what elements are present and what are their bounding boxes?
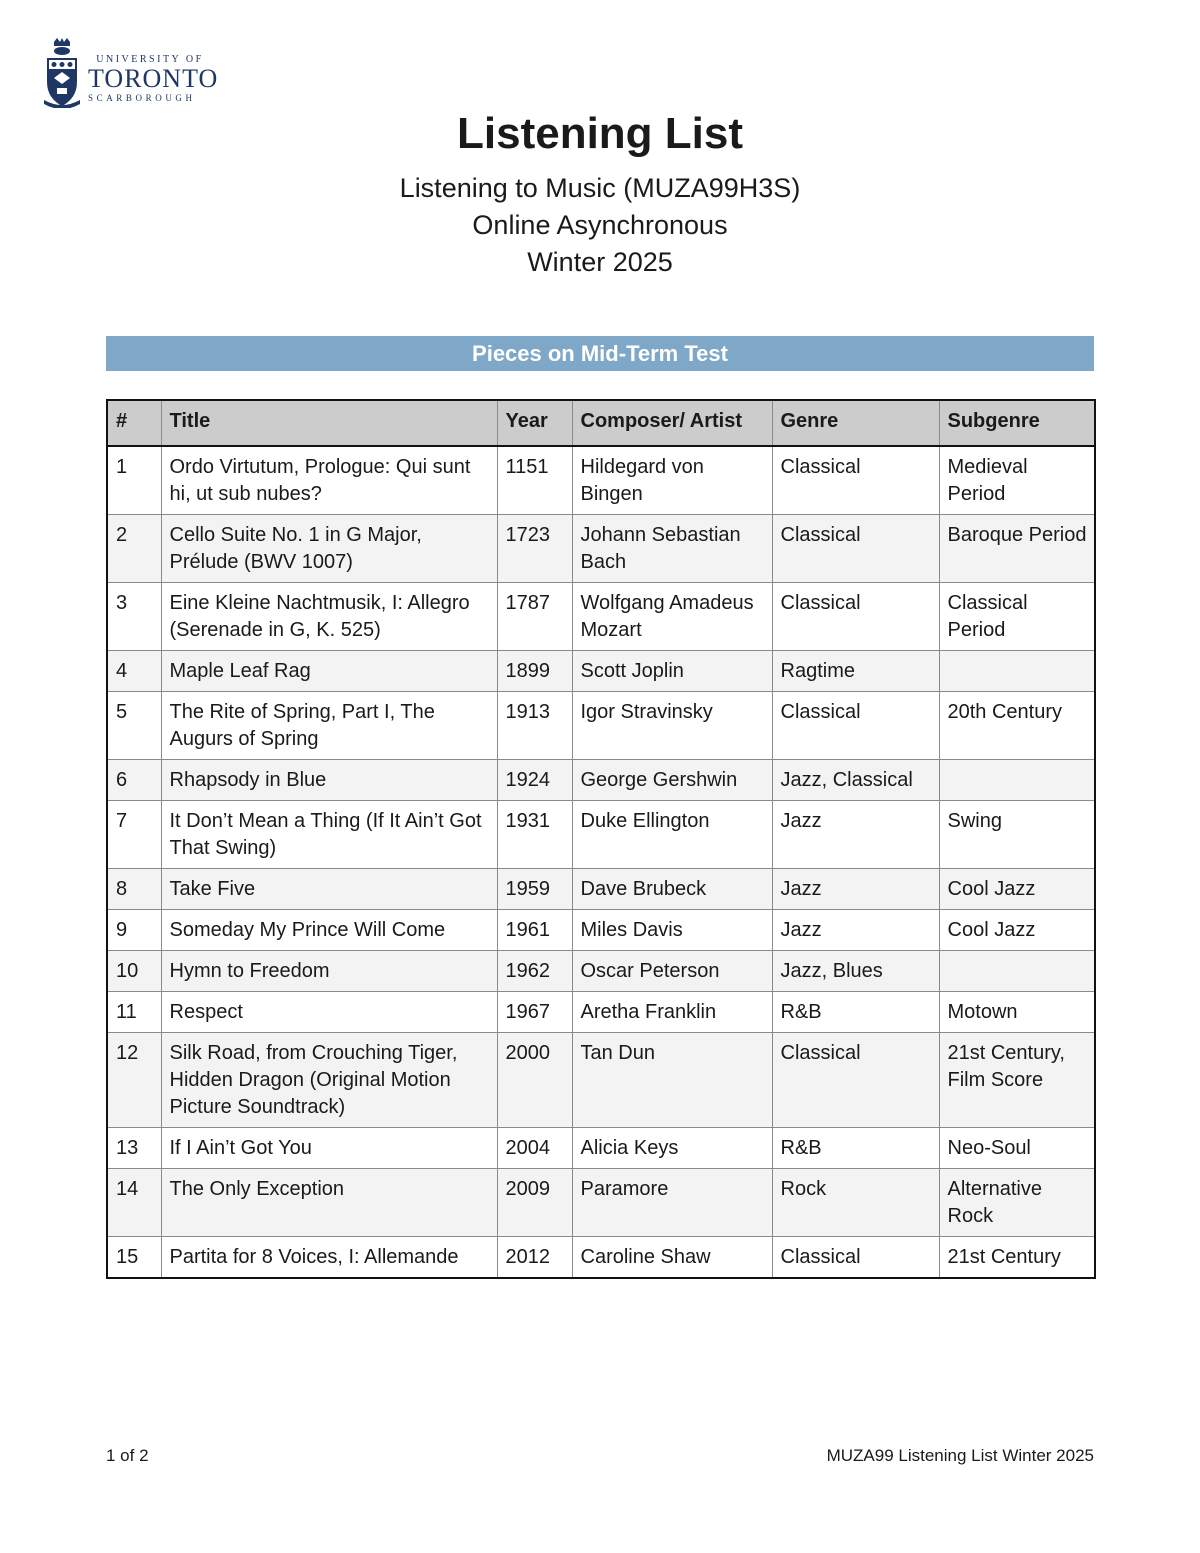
cell-subgenre: Alternative Rock: [939, 1169, 1095, 1237]
table-row: [107, 1033, 1095, 1128]
page-number: 1 of 2: [106, 1446, 149, 1465]
cell-subgenre: [939, 951, 1095, 992]
course-name: Listening to Music (MUZA99H3S): [399, 173, 801, 203]
section-banner: Pieces on Mid-Term Test: [106, 336, 1094, 371]
cell-title: It Don’t Mean a Thing (If It Ain’t Got That Swing): [161, 801, 497, 869]
cell-subgenre: [939, 651, 1095, 692]
cell-year: 1924: [497, 760, 572, 801]
cell-genre: Classical: [772, 583, 939, 651]
table-row: [107, 910, 1095, 951]
cell-year: 2012: [497, 1237, 572, 1279]
cell-number: 10: [107, 951, 161, 992]
cell-number: 13: [107, 1128, 161, 1169]
column-header-number: #: [107, 400, 161, 446]
table-row: [107, 951, 1095, 992]
cell-title: If I Ain’t Got You: [161, 1128, 497, 1169]
table-row: [107, 446, 1095, 515]
cell-genre: Classical: [772, 1033, 939, 1128]
cell-subgenre: Swing: [939, 801, 1095, 869]
cell-composer: Johann Sebastian Bach: [572, 515, 772, 583]
cell-year: 2000: [497, 1033, 572, 1128]
cell-genre: R&B: [772, 992, 939, 1033]
cell-number: 1: [107, 446, 161, 515]
cell-year: 1962: [497, 951, 572, 992]
cell-number: 14: [107, 1169, 161, 1237]
cell-subgenre: Cool Jazz: [939, 869, 1095, 910]
cell-title: Partita for 8 Voices, I: Allemande: [161, 1237, 497, 1279]
cell-composer: Alicia Keys: [572, 1128, 772, 1169]
cell-subgenre: 20th Century: [939, 692, 1095, 760]
logo-wordmark: [88, 54, 219, 104]
cell-year: 1151: [497, 446, 572, 515]
cell-number: 11: [107, 992, 161, 1033]
table-row: [107, 515, 1095, 583]
table-row: [107, 1128, 1095, 1169]
table-row: [107, 692, 1095, 760]
cell-genre: Classical: [772, 515, 939, 583]
page-title: Listening List: [457, 109, 743, 158]
column-header-year: Year: [497, 400, 572, 446]
table-row: [107, 1169, 1095, 1237]
cell-year: 1959: [497, 869, 572, 910]
cell-genre: Jazz: [772, 801, 939, 869]
cell-year: 2009: [497, 1169, 572, 1237]
footer-label: MUZA99 Listening List Winter 2025: [826, 1446, 1094, 1465]
cell-composer: Duke Ellington: [572, 801, 772, 869]
cell-year: 1723: [497, 515, 572, 583]
table-row: [107, 801, 1095, 869]
cell-title: Hymn to Freedom: [161, 951, 497, 992]
cell-genre: Jazz, Blues: [772, 951, 939, 992]
listening-table: [106, 399, 1096, 1279]
cell-title: The Only Exception: [161, 1169, 497, 1237]
column-header-genre: Genre: [772, 400, 939, 446]
cell-title: Respect: [161, 992, 497, 1033]
course-term: Winter 2025: [527, 247, 673, 277]
cell-composer: Dave Brubeck: [572, 869, 772, 910]
table-row: [107, 760, 1095, 801]
cell-subgenre: Baroque Period: [939, 515, 1095, 583]
cell-number: 2: [107, 515, 161, 583]
cell-title: Rhapsody in Blue: [161, 760, 497, 801]
table-row: [107, 869, 1095, 910]
cell-genre: Jazz: [772, 869, 939, 910]
cell-composer: Igor Stravinsky: [572, 692, 772, 760]
cell-number: 4: [107, 651, 161, 692]
course-format: Online Asynchronous: [472, 210, 728, 240]
logo-line-university-of: UNIVERSITY OF: [96, 54, 204, 65]
cell-subgenre: Classical Period: [939, 583, 1095, 651]
cell-number: 7: [107, 801, 161, 869]
cell-year: 1913: [497, 692, 572, 760]
cell-composer: Paramore: [572, 1169, 772, 1237]
cell-number: 8: [107, 869, 161, 910]
cell-composer: Tan Dun: [572, 1033, 772, 1128]
cell-subgenre: Neo-Soul: [939, 1128, 1095, 1169]
cell-genre: Jazz, Classical: [772, 760, 939, 801]
cell-year: 1787: [497, 583, 572, 651]
cell-composer: Wolfgang Amadeus Mozart: [572, 583, 772, 651]
cell-number: 5: [107, 692, 161, 760]
cell-genre: Classical: [772, 692, 939, 760]
table-row: [107, 1237, 1095, 1279]
cell-year: 2004: [497, 1128, 572, 1169]
cell-year: 1931: [497, 801, 572, 869]
cell-genre: R&B: [772, 1128, 939, 1169]
cell-subgenre: Cool Jazz: [939, 910, 1095, 951]
cell-title: Silk Road, from Crouching Tiger, Hidden Dragon (Original Motion Picture Soundtrack): [161, 1033, 497, 1128]
cell-number: 3: [107, 583, 161, 651]
cell-number: 9: [107, 910, 161, 951]
cell-title: Take Five: [161, 869, 497, 910]
table-body: [107, 446, 1095, 1278]
table-row: [107, 992, 1095, 1033]
cell-composer: Aretha Franklin: [572, 992, 772, 1033]
cell-composer: Oscar Peterson: [572, 951, 772, 992]
cell-genre: Classical: [772, 446, 939, 515]
table-header-row: [107, 400, 1095, 446]
table-row: [107, 583, 1095, 651]
cell-subgenre: [939, 760, 1095, 801]
cell-title: Eine Kleine Nachtmusik, I: Allegro (Serenade in G, K. 525): [161, 583, 497, 651]
listening-table-container: [106, 399, 1094, 1279]
cell-composer: Scott Joplin: [572, 651, 772, 692]
cell-number: 15: [107, 1237, 161, 1279]
cell-year: 1967: [497, 992, 572, 1033]
cell-composer: Hildegard von Bingen: [572, 446, 772, 515]
cell-number: 12: [107, 1033, 161, 1128]
cell-title: The Rite of Spring, Part I, The Augurs of Spring: [161, 692, 497, 760]
cell-title: Cello Suite No. 1 in G Major, Prélude (BWV 1007): [161, 515, 497, 583]
table-row: [107, 651, 1095, 692]
cell-year: 1961: [497, 910, 572, 951]
cell-subgenre: 21st Century: [939, 1237, 1095, 1279]
cell-title: Maple Leaf Rag: [161, 651, 497, 692]
logo-line-toronto: TORONTO: [88, 64, 219, 93]
column-header-subgenre: Subgenre: [939, 400, 1095, 446]
crest-icon: [44, 38, 80, 108]
logo-line-scarborough: SCARBOROUGH: [88, 93, 196, 103]
cell-composer: George Gershwin: [572, 760, 772, 801]
cell-title: Ordo Virtutum, Prologue: Qui sunt hi, ut sub nubes?: [161, 446, 497, 515]
column-header-composer: Composer/ Artist: [572, 400, 772, 446]
cell-title: Someday My Prince Will Come: [161, 910, 497, 951]
cell-composer: Miles Davis: [572, 910, 772, 951]
cell-genre: Classical: [772, 1237, 939, 1279]
cell-subgenre: Motown: [939, 992, 1095, 1033]
cell-number: 6: [107, 760, 161, 801]
cell-composer: Caroline Shaw: [572, 1237, 772, 1279]
cell-subgenre: Medieval Period: [939, 446, 1095, 515]
cell-genre: Jazz: [772, 910, 939, 951]
cell-year: 1899: [497, 651, 572, 692]
cell-subgenre: 21st Century, Film Score: [939, 1033, 1095, 1128]
university-logo: [44, 36, 219, 112]
column-header-title: Title: [161, 400, 497, 446]
cell-genre: Rock: [772, 1169, 939, 1237]
cell-genre: Ragtime: [772, 651, 939, 692]
